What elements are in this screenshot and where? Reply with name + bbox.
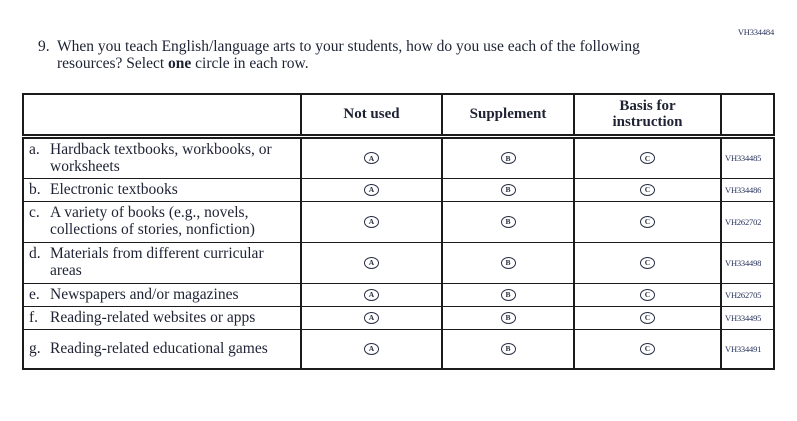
- row-label: Newspapers and/or magazines: [50, 285, 239, 303]
- answer-bubble-a[interactable]: A: [364, 184, 379, 196]
- row-label-cell: [23, 283, 301, 306]
- option-cell-basis: [574, 242, 721, 283]
- option-cell-supplement: [442, 283, 574, 306]
- header-supplement: Supplement: [442, 94, 574, 136]
- answer-bubble-b[interactable]: B: [501, 216, 516, 228]
- header-basis-for-instruction: Basis for instruction: [574, 94, 721, 136]
- option-cell-supplement: [442, 329, 574, 369]
- answer-bubble-b[interactable]: B: [501, 257, 516, 269]
- table-row-f: [23, 306, 774, 329]
- option-cell-not-used: [301, 136, 442, 178]
- table-row-g: [23, 329, 774, 369]
- answer-bubble-b[interactable]: B: [501, 312, 516, 324]
- question-text-bold: one: [168, 55, 192, 72]
- row-label-cell: [23, 306, 301, 329]
- question-text-part1: When you teach English/language arts to your students, how do you use each of the following resources? Select: [57, 38, 640, 72]
- header-code-blank: [721, 94, 774, 136]
- row-label: A variety of books (e.g., novels, collections of stories, nonfiction): [50, 204, 255, 238]
- row-letter: a.: [29, 140, 40, 158]
- answer-bubble-c[interactable]: C: [640, 216, 655, 228]
- answer-bubble-c[interactable]: C: [640, 312, 655, 324]
- answer-bubble-a[interactable]: A: [364, 257, 379, 269]
- answer-bubble-c[interactable]: C: [640, 184, 655, 196]
- answer-bubble-a[interactable]: A: [364, 152, 379, 164]
- question-text-part2: circle in each row.: [191, 55, 309, 72]
- answer-bubble-c[interactable]: C: [640, 152, 655, 164]
- row-accession-code: VH334486: [721, 178, 774, 201]
- answer-bubble-a[interactable]: A: [364, 343, 379, 355]
- row-accession-code: VH262702: [721, 201, 774, 242]
- table-row-e: [23, 283, 774, 306]
- row-accession-code: VH334498: [721, 242, 774, 283]
- row-accession-code: VH334495: [721, 306, 774, 329]
- row-label: Materials from different curricular areas: [50, 245, 264, 279]
- option-cell-not-used: [301, 329, 442, 369]
- answer-bubble-a[interactable]: A: [364, 216, 379, 228]
- answer-bubble-b[interactable]: B: [501, 184, 516, 196]
- option-cell-supplement: [442, 136, 574, 178]
- table-row-d: [23, 242, 774, 283]
- option-cell-basis: [574, 306, 721, 329]
- option-cell-basis: [574, 136, 721, 178]
- row-letter: b.: [29, 180, 41, 198]
- row-letter: g.: [29, 339, 41, 357]
- option-cell-supplement: [442, 306, 574, 329]
- option-cell-supplement: [442, 242, 574, 283]
- response-grid: [22, 93, 775, 370]
- row-label: Electronic textbooks: [50, 180, 178, 198]
- question-block: [38, 38, 681, 72]
- table-row-a: [23, 136, 774, 178]
- option-cell-supplement: [442, 201, 574, 242]
- option-cell-not-used: [301, 201, 442, 242]
- row-accession-code: VH334491: [721, 329, 774, 369]
- row-label: Reading-related websites or apps: [50, 308, 256, 326]
- answer-bubble-a[interactable]: A: [364, 289, 379, 301]
- answer-bubble-c[interactable]: C: [640, 343, 655, 355]
- question-number: 9.: [38, 38, 50, 55]
- row-label-cell: [23, 136, 301, 178]
- row-label: Reading-related educational games: [50, 339, 268, 357]
- row-label-cell: [23, 329, 301, 369]
- table-row-b: [23, 178, 774, 201]
- answer-bubble-b[interactable]: B: [501, 343, 516, 355]
- row-letter: f.: [29, 308, 39, 326]
- header-not-used: Not used: [301, 94, 442, 136]
- option-cell-basis: [574, 201, 721, 242]
- header-row: [23, 94, 774, 136]
- option-cell-not-used: [301, 306, 442, 329]
- option-cell-not-used: [301, 242, 442, 283]
- row-label-cell: [23, 242, 301, 283]
- row-label: Hardback textbooks, workbooks, or worksheets: [50, 140, 272, 175]
- page-accession-code: VH334484: [737, 27, 774, 37]
- option-cell-basis: [574, 283, 721, 306]
- table-row-c: [23, 201, 774, 242]
- question-text: [57, 38, 681, 72]
- row-label-cell: [23, 201, 301, 242]
- option-cell-basis: [574, 329, 721, 369]
- answer-bubble-b[interactable]: B: [501, 289, 516, 301]
- answer-bubble-a[interactable]: A: [364, 312, 379, 324]
- option-cell-not-used: [301, 283, 442, 306]
- row-letter: e.: [29, 285, 40, 303]
- row-label-cell: [23, 178, 301, 201]
- row-accession-code: VH262705: [721, 283, 774, 306]
- answer-bubble-c[interactable]: C: [640, 257, 655, 269]
- row-letter: c.: [29, 204, 40, 221]
- option-cell-supplement: [442, 178, 574, 201]
- answer-bubble-b[interactable]: B: [501, 152, 516, 164]
- answer-bubble-c[interactable]: C: [640, 289, 655, 301]
- option-cell-basis: [574, 178, 721, 201]
- header-blank: [23, 94, 301, 136]
- row-accession-code: VH334485: [721, 136, 774, 178]
- option-cell-not-used: [301, 178, 442, 201]
- row-letter: d.: [29, 245, 41, 262]
